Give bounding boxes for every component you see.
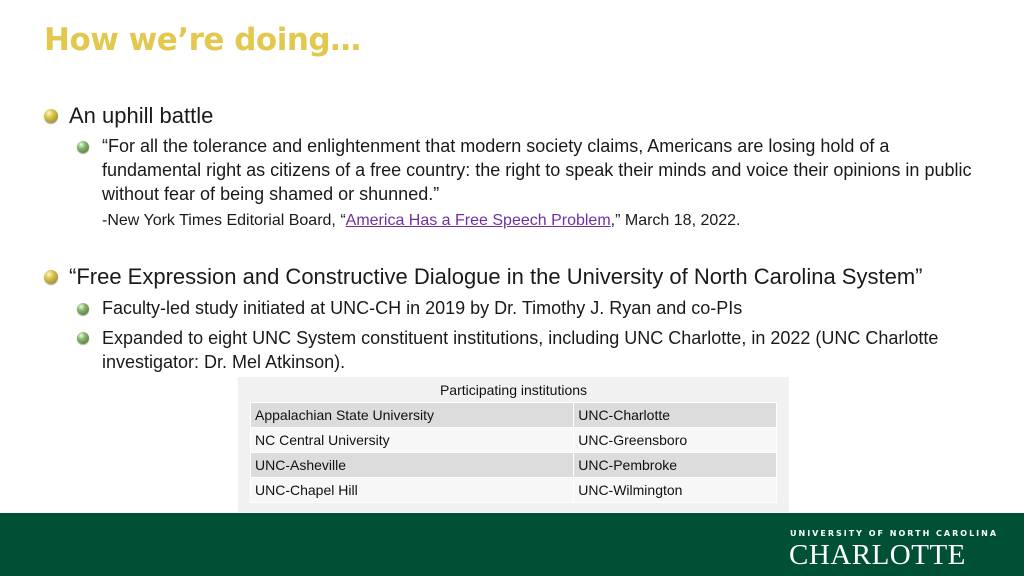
- table-row: [251, 428, 777, 453]
- table-cell: UNC-Asheville: [251, 453, 574, 478]
- slide-title: How we’re doing…: [44, 22, 361, 58]
- logo-university-text: UNIVERSITY OF NORTH CAROLINA: [790, 529, 999, 538]
- table-cell: UNC-Wilmington: [574, 478, 777, 503]
- footer-bar: [0, 513, 1024, 576]
- sub-bullet-icon: [77, 141, 89, 153]
- section1-heading: An uphill battle: [69, 103, 214, 128]
- table-cell: UNC-Pembroke: [574, 453, 777, 478]
- institutions-table: [238, 377, 789, 512]
- citation: [102, 212, 741, 230]
- table-caption: Participating institutions: [439, 382, 588, 398]
- bullet-icon: [44, 270, 58, 284]
- citation-suffix: ,” March 18, 2022.: [610, 212, 741, 229]
- study-item: Expanded to eight UNC System constituent institutions, including UNC Charlotte, in 2022 (UNC Charlotte investigator: Dr. Mel Atkinson).: [102, 328, 939, 372]
- table-row: [251, 453, 777, 478]
- quote-text: “For all the tolerance and enlightenment that modern society claims, Americans are losing hold of a fundamental right as citizens of a free country: the right to speak their minds and voice their opinions in public without fear of being shamed or shunned.”: [102, 136, 972, 204]
- article-link[interactable]: America Has a Free Speech Problem: [345, 212, 611, 229]
- logo-charlotte-text: CHARLOTTE: [789, 539, 966, 571]
- bullet-icon: [44, 109, 58, 123]
- table-cell: NC Central University: [251, 428, 574, 453]
- sub-bullet-icon: [77, 332, 89, 344]
- section2-heading: “Free Expression and Constructive Dialogue in the University of North Carolina System”: [69, 264, 923, 289]
- table-cell: UNC-Charlotte: [574, 403, 777, 428]
- table-row: [251, 403, 777, 428]
- sub-bullet-icon: [77, 303, 89, 315]
- table-row: [251, 478, 777, 503]
- table-cell: Appalachian State University: [251, 403, 574, 428]
- study-item: Faculty-led study initiated at UNC-CH in 2019 by Dr. Timothy J. Ryan and co-PIs: [102, 298, 743, 318]
- table-cell: UNC-Greensboro: [574, 428, 777, 453]
- table-cell: UNC-Chapel Hill: [251, 478, 574, 503]
- citation-prefix: -New York Times Editorial Board, “: [102, 212, 346, 229]
